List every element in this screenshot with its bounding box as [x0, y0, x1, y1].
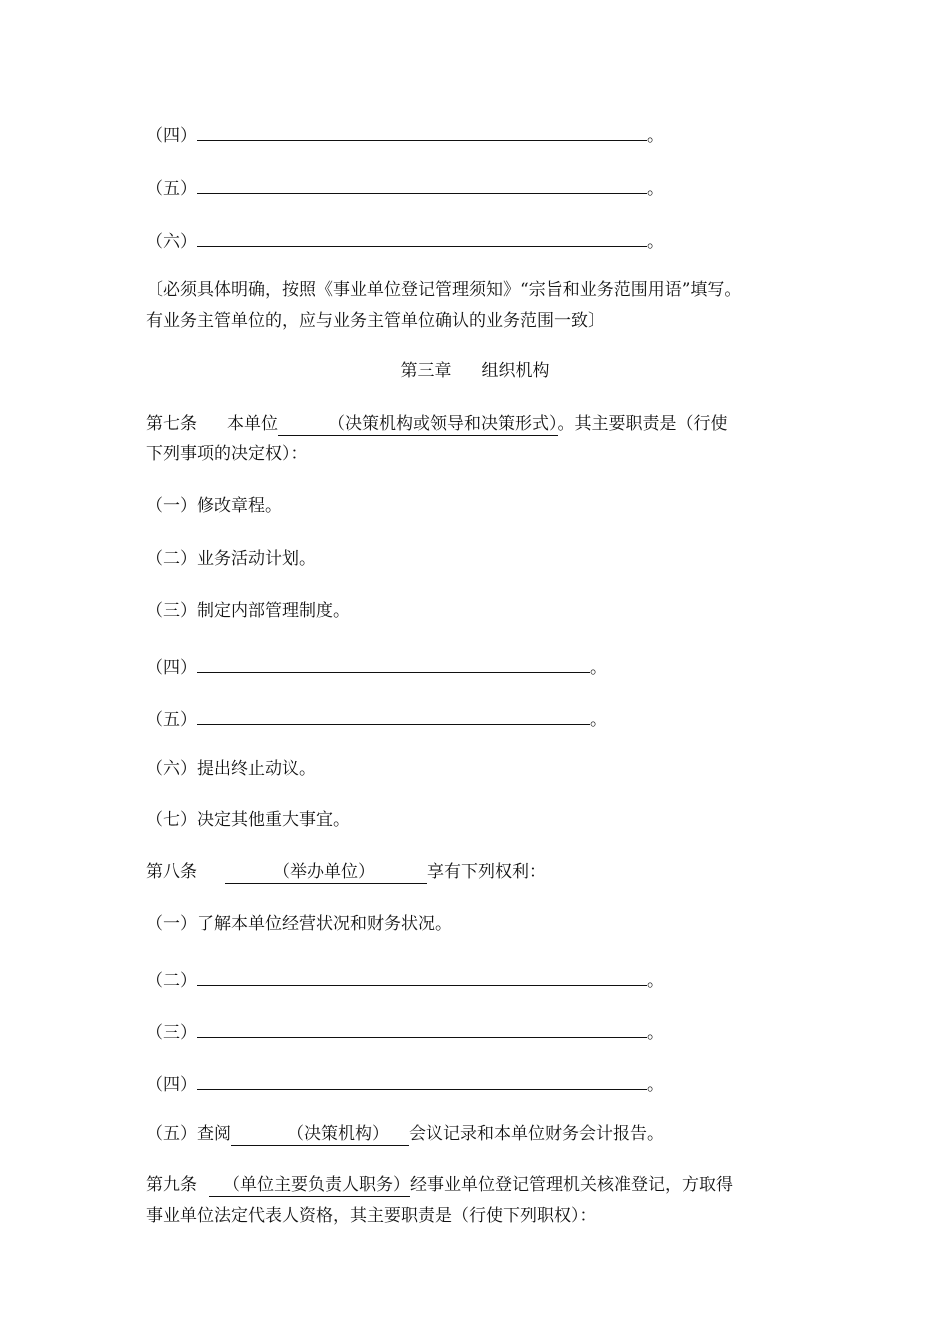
- item-5-line: [146, 173, 664, 201]
- period: 。: [647, 1075, 664, 1095]
- article-9-line-1: [146, 1173, 733, 1197]
- item-label: （四）: [146, 1075, 197, 1095]
- fill-sponsor[interactable]: （举办单位）: [225, 862, 427, 884]
- item-label: （三）: [146, 1023, 197, 1043]
- article-9-line-2: 事业单位法定代表人资格，其主要职责是（行使下列职权）：: [146, 1206, 597, 1226]
- article-7-line-1: [146, 412, 728, 436]
- article-7-line-2: 下列事项的决定权）：: [146, 444, 308, 464]
- fill-blank[interactable]: [197, 173, 647, 194]
- list-item: （三）制定内部管理制度。: [146, 601, 350, 621]
- fill-head-title[interactable]: （单位主要负责人职务）: [209, 1175, 410, 1197]
- period: 。: [647, 179, 664, 199]
- fill-blank[interactable]: [197, 120, 647, 141]
- period: 。: [590, 710, 607, 730]
- item-label: （二）: [146, 971, 197, 991]
- art7-item-4-line: [146, 652, 607, 680]
- fill-blank[interactable]: [197, 226, 647, 247]
- article-number: 第八条: [146, 862, 197, 882]
- article-number: 第七条: [146, 414, 197, 434]
- chapter-number: 第三章: [400, 361, 452, 381]
- article-number: 第九条: [146, 1175, 197, 1195]
- fill-decision-body[interactable]: （决策机构或领导和决策形式）: [278, 414, 558, 436]
- list-item: （二）业务活动计划。: [146, 549, 316, 569]
- chapter-title: 组织机构: [481, 361, 550, 381]
- art8-item-2-line: [146, 965, 664, 993]
- fill-blank[interactable]: [197, 1017, 647, 1038]
- list-item: （七）决定其他重大事宜。: [146, 810, 350, 830]
- item-label: （五）: [146, 179, 197, 199]
- list-item: （一）修改章程。: [146, 496, 282, 516]
- article-tail: 经事业单位登记管理机关核准登记，方取得: [410, 1175, 733, 1195]
- art8-item-5-line: [146, 1122, 664, 1146]
- item-label: （六）: [146, 232, 197, 252]
- fill-blank[interactable]: [197, 1069, 647, 1090]
- item-6-line: [146, 226, 664, 254]
- item-label: （四）: [146, 658, 197, 678]
- article-8-line: [146, 860, 546, 884]
- period: 。: [647, 126, 664, 146]
- article-tail: 享有下列权利：: [427, 862, 546, 882]
- fill-blank[interactable]: [197, 965, 647, 986]
- item-label: （四）: [146, 126, 197, 146]
- note-line-2: 有业务主管单位的，应与业务主管单位确认的业务范围一致〕: [146, 311, 605, 331]
- item-tail: 会议记录和本单位财务会计报告。: [409, 1124, 664, 1144]
- item-label: （五）查阅: [146, 1124, 231, 1144]
- period: 。: [647, 1023, 664, 1043]
- article-tail: 。其主要职责是（行使: [557, 414, 728, 434]
- fill-blank[interactable]: [197, 652, 590, 673]
- item-label: （五）: [146, 710, 197, 730]
- list-item: （六）提出终止动议。: [146, 759, 316, 779]
- period: 。: [590, 658, 607, 678]
- list-item: （一）了解本单位经营状况和财务状况。: [146, 914, 452, 934]
- fill-decision-body[interactable]: （决策机构）: [231, 1124, 409, 1146]
- art7-item-5-line: [146, 704, 607, 732]
- period: 。: [647, 971, 664, 991]
- chapter-heading: [0, 359, 950, 383]
- article-lead: 本单位: [227, 414, 278, 434]
- period: 。: [647, 232, 664, 252]
- art8-item-4-line: [146, 1069, 664, 1097]
- art8-item-3-line: [146, 1017, 664, 1045]
- fill-blank[interactable]: [197, 704, 590, 725]
- note-line-1: 〔必须具体明确，按照《事业单位登记管理须知》“宗旨和业务范围用语”填写。: [146, 280, 742, 300]
- item-4-line: [146, 120, 664, 148]
